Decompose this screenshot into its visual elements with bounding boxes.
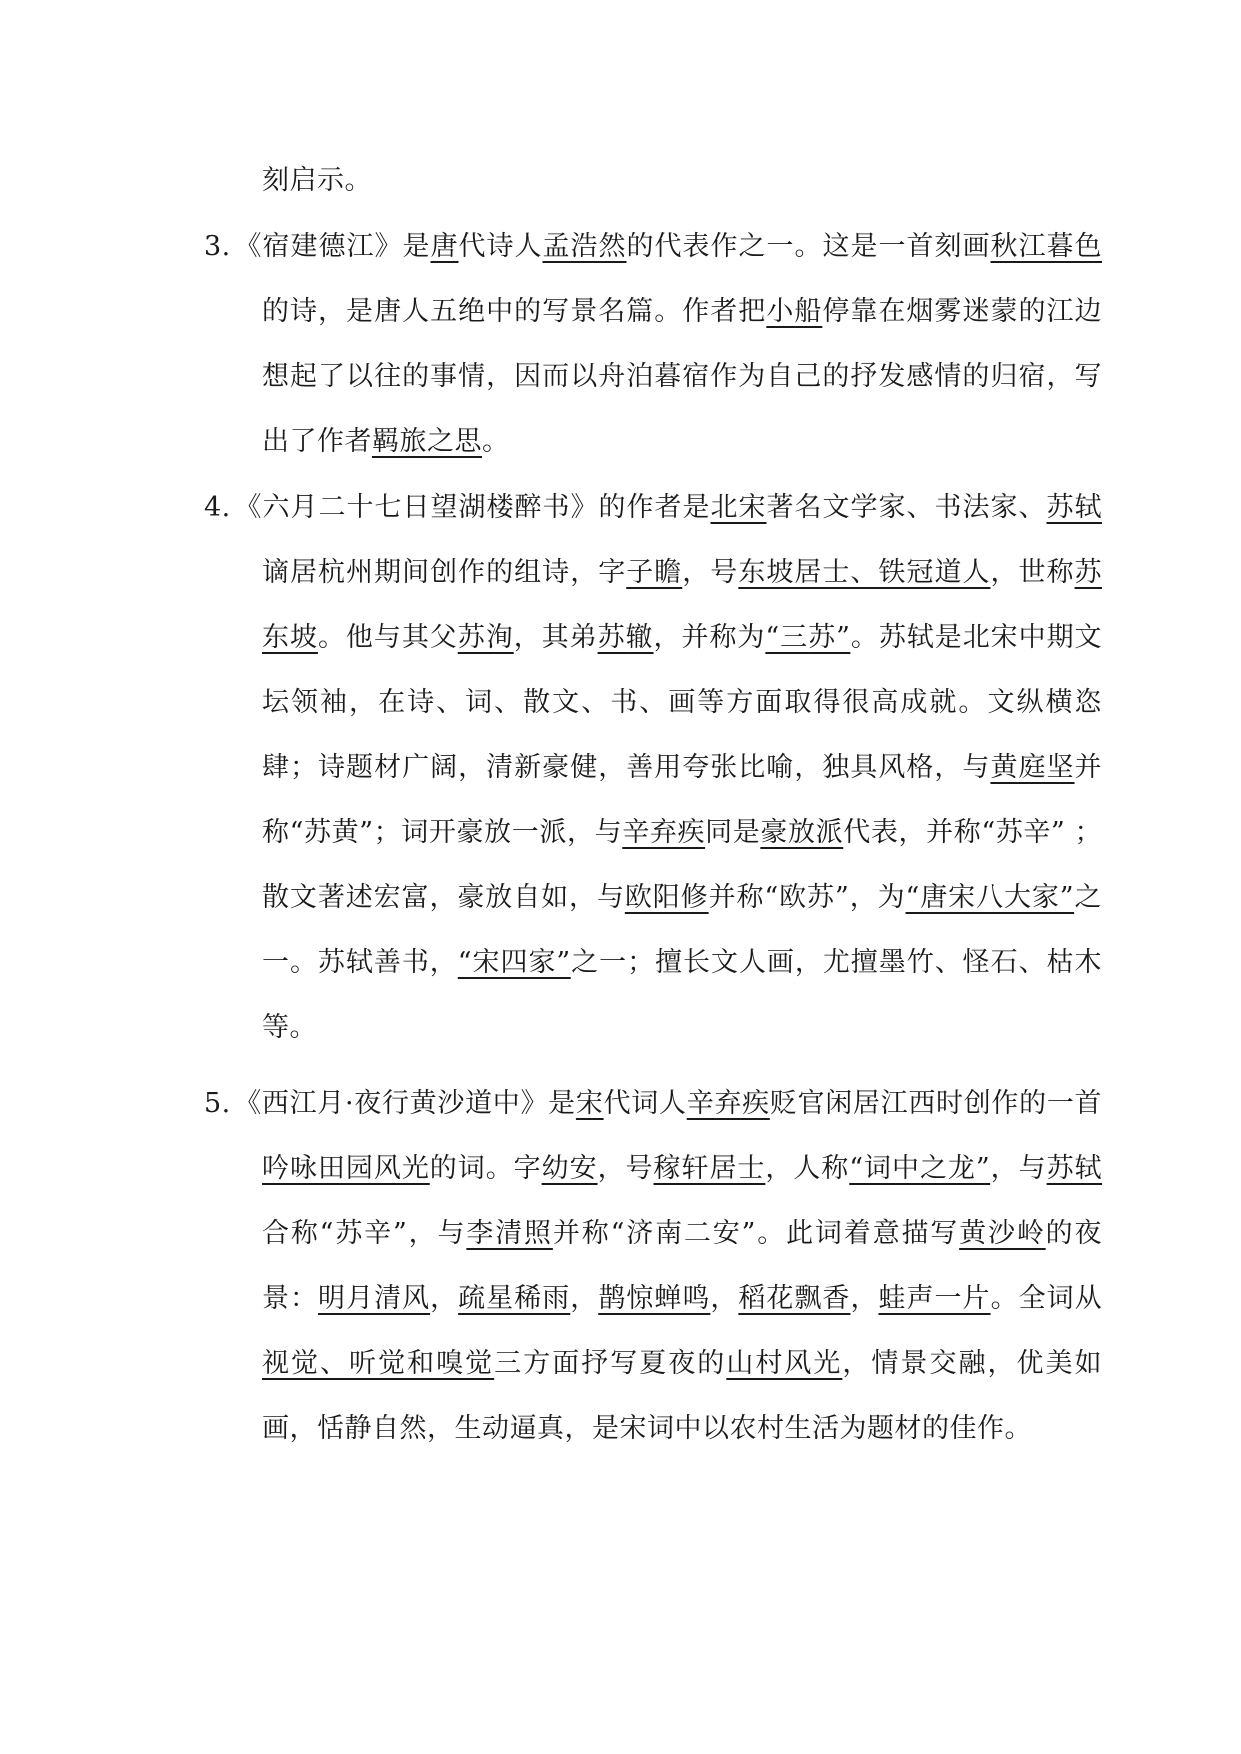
underlined-answer: 苏东坡 bbox=[262, 557, 1103, 653]
text-segment: 同是 bbox=[705, 817, 761, 848]
text-segment: 三方面抒写夏夜的 bbox=[494, 1348, 727, 1379]
text-segment: 并称“苏黄”；词开豪放一派，与 bbox=[262, 752, 1103, 848]
underlined-answer: 豪放派 bbox=[760, 817, 844, 848]
text-segment: 的代表作之一。这是一首刻画 bbox=[626, 231, 991, 262]
text-segment: ，与 bbox=[990, 1153, 1047, 1184]
text-segment: ，其弟 bbox=[513, 622, 598, 653]
underlined-answer: “词中之龙” bbox=[849, 1153, 991, 1184]
underlined-answer: 山村风光 bbox=[726, 1348, 843, 1379]
underlined-answer: 宋 bbox=[575, 1088, 604, 1119]
underlined-answer: 苏辙 bbox=[597, 622, 654, 653]
underlined-answer: 稼轩居士 bbox=[653, 1153, 766, 1184]
item-number: 3. bbox=[204, 231, 231, 262]
text-segment: 的诗，是唐人五绝中的写景名篇。作者把 bbox=[262, 296, 767, 327]
paragraph-continuation bbox=[262, 148, 1102, 213]
underlined-answer: 苏轼 bbox=[1046, 492, 1102, 523]
text-segment: ， bbox=[570, 1283, 599, 1314]
underlined-answer: “三苏” bbox=[765, 622, 851, 653]
text-segment: 的词。字 bbox=[429, 1153, 542, 1184]
underlined-answer: 蛙声一片 bbox=[878, 1283, 991, 1314]
text-segment: 合称“苏辛”，与 bbox=[262, 1218, 467, 1249]
underlined-answer: 明月清风 bbox=[318, 1283, 431, 1314]
text-segment: 。 bbox=[482, 426, 510, 457]
underlined-answer: 黄庭坚 bbox=[990, 752, 1075, 783]
text-segment: ，人称 bbox=[765, 1153, 850, 1184]
underlined-answer: “唐宋八大家” bbox=[905, 882, 1075, 913]
answer-item-4 bbox=[204, 475, 1103, 1060]
text-segment: 。苏轼是北宋中期文坛领袖，在诗、词、散文、书、画等方面取得很高成就。文纵横恣肆；诗题材广阔，清新豪健，善用夸张比喻，独具风格，与 bbox=[262, 622, 1103, 783]
text-segment: ，并称为 bbox=[653, 622, 766, 653]
underlined-answer: 孟浩然 bbox=[542, 231, 627, 262]
text-segment: 并称“济南二安”。此词着意描写 bbox=[552, 1218, 960, 1249]
underlined-answer: 疏星稀雨 bbox=[458, 1283, 571, 1314]
text-segment: 之一。苏轼善书， bbox=[262, 882, 1103, 978]
text-segment: 代表，并称“苏辛” ；散文著述宏富，豪放自如，与 bbox=[262, 817, 1103, 913]
underlined-answer: 北宋 bbox=[710, 492, 767, 523]
text-segment: 谪居杭州期间创作的组诗，字 bbox=[262, 557, 627, 588]
text-segment: 。他与其父 bbox=[317, 622, 458, 653]
text-segment: 《西江月·夜行黄沙道中》是 bbox=[234, 1088, 576, 1119]
text-segment: 贬官闲居江西时创作的一首 bbox=[769, 1088, 1103, 1119]
underlined-answer: 子瞻 bbox=[626, 557, 683, 588]
text-segment: ，世称 bbox=[990, 557, 1075, 588]
underlined-answer: 秋江暮色 bbox=[990, 231, 1102, 262]
text-segment: 。全词从 bbox=[990, 1283, 1103, 1314]
underlined-answer: 鹊惊蝉鸣 bbox=[598, 1283, 711, 1314]
answer-item-3 bbox=[204, 214, 1103, 474]
underlined-answer: 羁旅之思 bbox=[372, 426, 482, 457]
underlined-answer: 小船 bbox=[766, 296, 823, 327]
underlined-answer: 辛弃疾 bbox=[622, 817, 706, 848]
text-segment: 代词人 bbox=[603, 1088, 687, 1119]
underlined-answer: 东坡居士、铁冠道人 bbox=[738, 557, 991, 588]
underlined-answer: 黄沙岭 bbox=[959, 1218, 1046, 1249]
underlined-answer: 欧阳修 bbox=[624, 882, 709, 913]
text-segment: 代诗人 bbox=[458, 231, 543, 262]
text-segment: ， bbox=[850, 1283, 879, 1314]
text-segment: ，号 bbox=[682, 557, 739, 588]
underlined-answer: “宋四家” bbox=[457, 947, 571, 978]
text-segment: ， bbox=[430, 1283, 459, 1314]
underlined-answer: 苏轼 bbox=[1046, 1153, 1103, 1184]
underlined-answer: 稻花飘香 bbox=[738, 1283, 851, 1314]
underlined-answer: 辛弃疾 bbox=[686, 1088, 770, 1119]
underlined-answer: 苏洵 bbox=[457, 622, 514, 653]
text-segment: 《宿建德江》是 bbox=[234, 231, 431, 262]
text-segment: ， bbox=[710, 1283, 739, 1314]
underlined-answer: 吟咏田园风光 bbox=[262, 1153, 430, 1184]
text-segment: 并称“欧苏”，为 bbox=[708, 882, 906, 913]
underlined-answer: 唐 bbox=[430, 231, 459, 262]
text-segment: 刻启示。 bbox=[262, 165, 372, 196]
text-segment: ，情景交融，优美如画，恬静自然，生动逼真，是宋词中以农村生活为题材的佳作。 bbox=[262, 1348, 1103, 1444]
underlined-answer: 幼安 bbox=[541, 1153, 598, 1184]
answer-item-5 bbox=[204, 1071, 1103, 1461]
item-number: 4. bbox=[204, 492, 231, 523]
item-number: 5. bbox=[204, 1088, 231, 1119]
text-segment: 停靠在烟雾迷蒙的江边想起了以往的事情，因而以舟泊暮宿作为自己的抒发感情的归宿，写出了作者 bbox=[262, 296, 1103, 457]
underlined-answer: 视觉、听觉和嗅觉 bbox=[262, 1348, 495, 1379]
text-segment: 之一；擅长文人画，尤擅墨竹、怪石、枯木等。 bbox=[262, 947, 1103, 1043]
text-segment: 的夜景： bbox=[262, 1218, 1103, 1314]
underlined-answer: 李清照 bbox=[466, 1218, 553, 1249]
text-segment: 《六月二十七日望湖楼醉书》的作者是 bbox=[234, 492, 711, 523]
text-segment: 著名文学家、书法家、 bbox=[766, 492, 1047, 523]
text-segment: ，号 bbox=[597, 1153, 654, 1184]
